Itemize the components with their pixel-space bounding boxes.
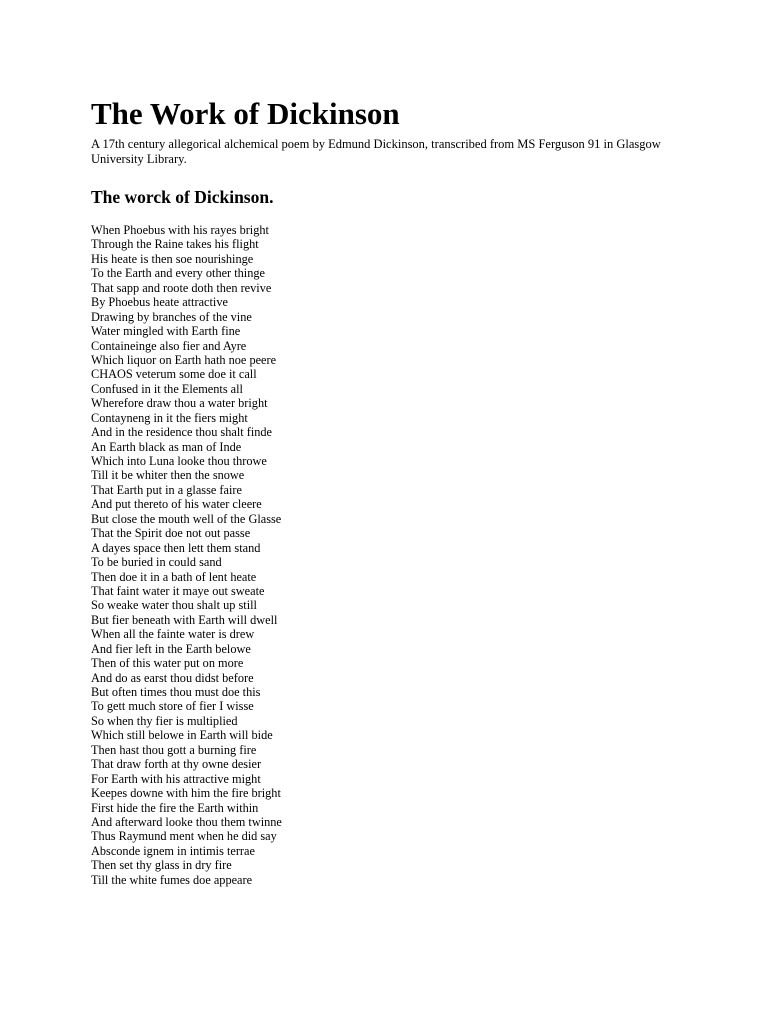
page-title: The Work of Dickinson [91, 96, 400, 131]
poem-line: So weake water thou shalt up still [91, 598, 257, 613]
intro-paragraph: A 17th century allegorical alchemical poem by Edmund Dickinson, transcribed from MS Ferguson 91 in Glasgow University Library. [91, 137, 661, 166]
poem-line: His heate is then soe nourishinge [91, 251, 254, 266]
poem-line: Which liquor on Earth hath noe peere [91, 352, 277, 367]
poem-line: When Phoebus with his rayes bright [91, 223, 269, 237]
poem-line: And do as earst thou didst before [91, 670, 254, 685]
poem-line: And put thereto of his water cleere [91, 497, 262, 512]
poem-line: Till it be whiter then the snowe [91, 468, 245, 483]
poem-line: But fier beneath with Earth will dwell [91, 612, 278, 627]
poem-line: A dayes space then lett them stand [91, 540, 261, 555]
poem-line: Then set thy glass in dry fire [91, 858, 232, 873]
poem-line: And fier left in the Earth belowe [91, 641, 251, 656]
poem-line: To gett much store of fier I wisse [91, 699, 254, 714]
poem-line: Water mingled with Earth fine [91, 324, 241, 339]
poem-line: To the Earth and every other thinge [91, 266, 265, 281]
poem-line: That draw forth at thy owne desier [91, 757, 262, 772]
poem-line: First hide the fire the Earth within [91, 800, 259, 815]
poem-line: When all the fainte water is drew [91, 627, 255, 642]
poem-line: That faint water it maye out sweate [91, 583, 265, 598]
poem-line: To be buried in could sand [91, 555, 222, 570]
poem-line: And in the residence thou shalt finde [91, 425, 272, 440]
poem-line: So when thy fier is multiplied [91, 713, 238, 728]
poem-body [91, 223, 691, 887]
poem-line: An Earth black as man of Inde [91, 439, 242, 454]
document-page [91, 96, 691, 887]
poem-line: Containeinge also fier and Ayre [91, 338, 247, 353]
poem-line: Contayneng in it the fiers might [91, 410, 248, 425]
poem-line: Wherefore draw thou a water bright [91, 396, 268, 411]
poem-title: The worck of Dickinson. [91, 187, 274, 207]
poem-line: By Phoebus heate attractive [91, 295, 228, 310]
poem-line: For Earth with his attractive might [91, 771, 261, 786]
poem-line: Then doe it in a bath of lent heate [91, 569, 257, 584]
poem-line: Till the white fumes doe appeare [91, 872, 253, 887]
poem-line: Which still belowe in Earth will bide [91, 728, 273, 743]
poem-line: But close the mouth well of the Glasse [91, 511, 282, 526]
poem-line: But often times thou must doe this [91, 685, 261, 699]
poem-line: That Earth put in a glasse faire [91, 482, 242, 497]
poem-line: Absconde ignem in intimis terrae [91, 843, 255, 858]
poem-line: Confused in it the Elements all [91, 381, 243, 396]
poem-line: Keepes downe with him the fire bright [91, 786, 281, 801]
poem-line: That sapp and roote doth then revive [91, 280, 272, 295]
poem-line: Through the Raine takes his flight [91, 237, 259, 252]
poem-line: CHAOS veterum some doe it call [91, 367, 257, 382]
poem-line: Then hast thou gott a burning fire [91, 742, 257, 757]
poem-line: That the Spirit doe not out passe [91, 526, 251, 541]
poem-line: Which into Luna looke thou throwe [91, 454, 267, 468]
poem-line: Then of this water put on more [91, 656, 244, 671]
poem-line: And afterward looke thou them twinne [91, 814, 282, 829]
poem-line: Thus Raymund ment when he did say [91, 829, 277, 844]
poem-line: Drawing by branches of the vine [91, 309, 252, 324]
